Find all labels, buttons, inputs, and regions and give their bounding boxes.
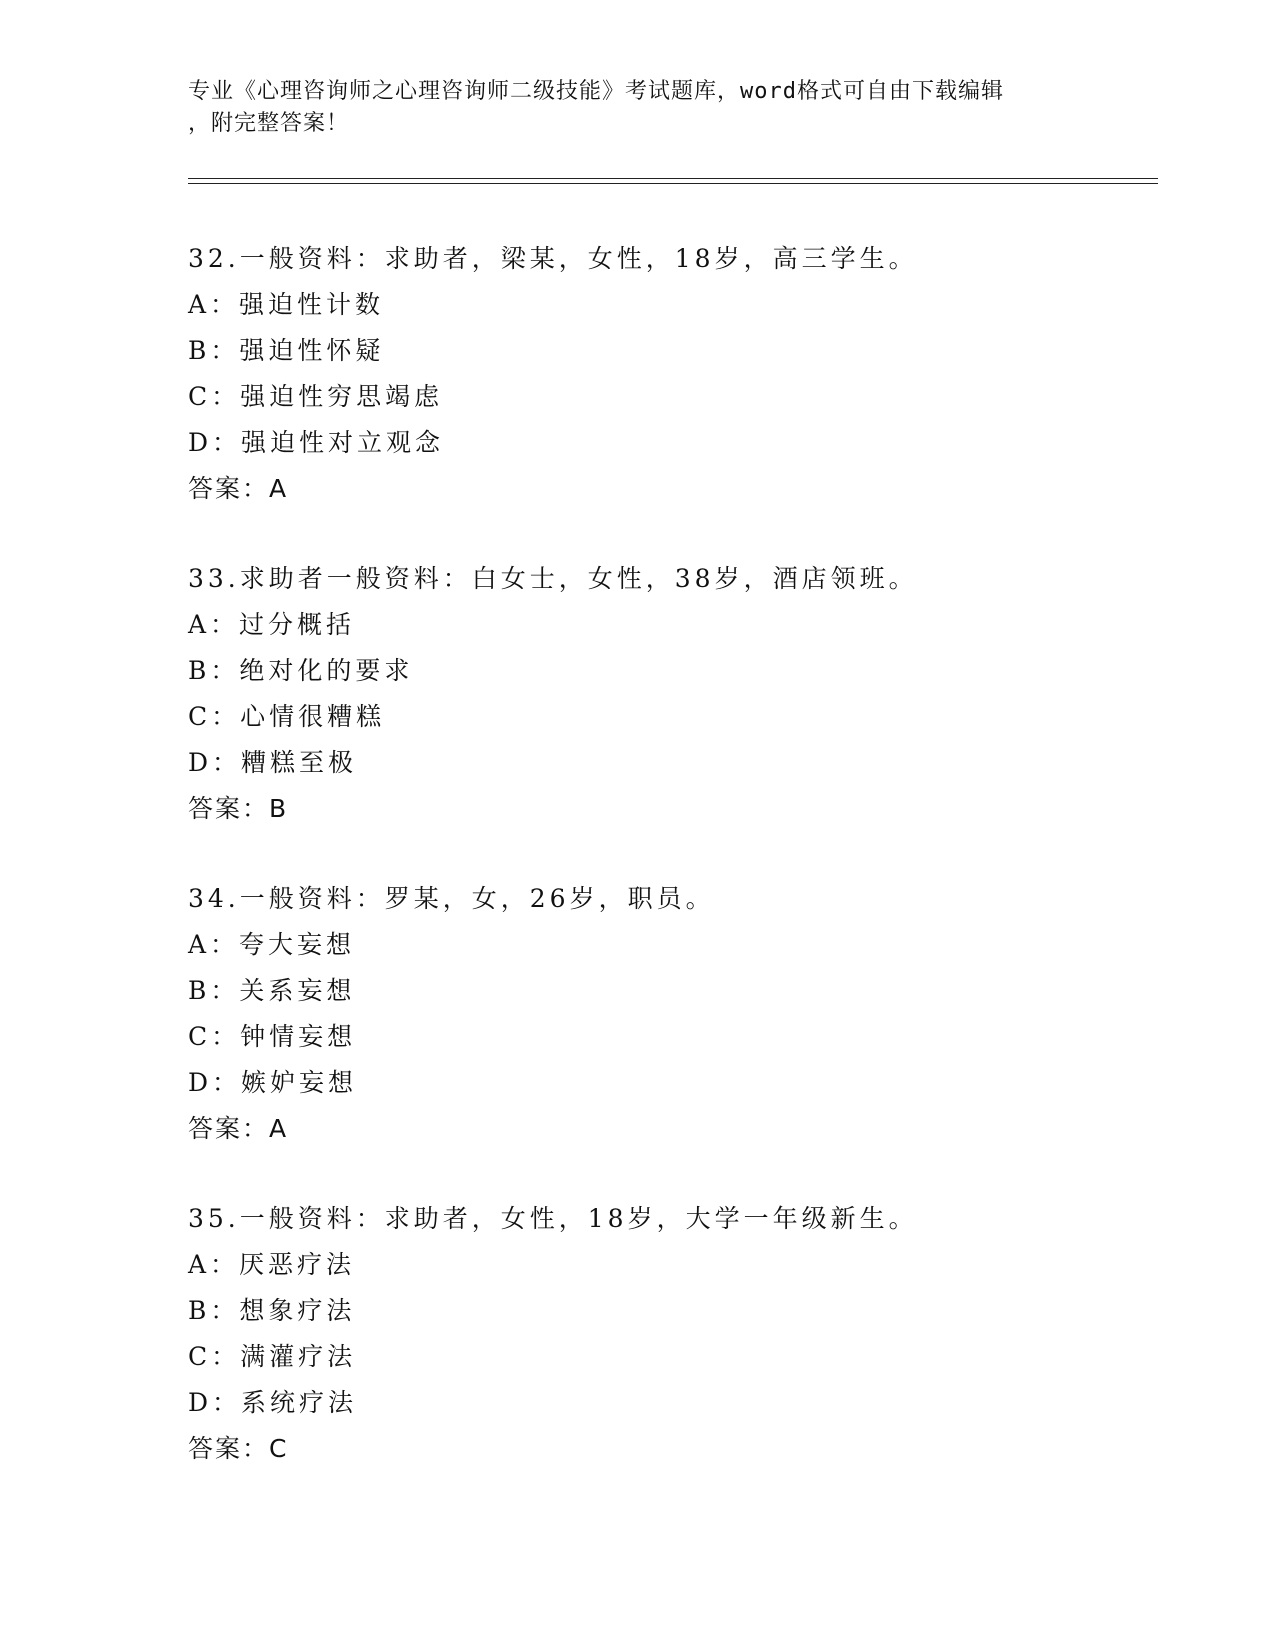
header-line-2: ，附完整答案！ <box>188 111 350 136</box>
option-c: C：强迫性穷思竭虑 <box>188 382 444 411</box>
option-d: D：强迫性对立观念 <box>188 428 445 457</box>
header-divider-top <box>188 178 1158 179</box>
option-a: A：过分概括 <box>188 610 356 639</box>
option-c: C：钟情妄想 <box>188 1022 357 1051</box>
option-c: C：满灌疗法 <box>188 1342 357 1371</box>
document-header <box>188 76 1088 140</box>
answer-line: 答案：A <box>188 474 289 503</box>
question-block-34 <box>188 876 1168 1152</box>
option-b: B：强迫性怀疑 <box>188 336 385 365</box>
option-b: B：想象疗法 <box>188 1296 356 1325</box>
option-d: D：嫉妒妄想 <box>188 1068 358 1097</box>
header-line-1: 专业《心理咨询师之心理咨询师二级技能》考试题库，word格式可自由下载编辑 <box>188 79 1004 104</box>
answer-line: 答案：B <box>188 794 289 823</box>
question-stem: 35.一般资料：求助者，女性，18岁，大学一年级新生。 <box>188 1204 918 1233</box>
question-stem: 34.一般资料：罗某，女，26岁，职员。 <box>188 884 715 913</box>
option-d: D：系统疗法 <box>188 1388 358 1417</box>
option-a: A：厌恶疗法 <box>188 1250 356 1279</box>
question-stem: 32.一般资料：求助者，梁某，女性，18岁，高三学生。 <box>188 244 918 273</box>
question-stem: 33.求助者一般资料：白女士，女性，38岁，酒店领班。 <box>188 564 918 593</box>
option-b: B：绝对化的要求 <box>188 656 414 685</box>
option-a: A：夸大妄想 <box>188 930 356 959</box>
option-a: A：强迫性计数 <box>188 290 385 319</box>
option-d: D：糟糕至极 <box>188 748 358 777</box>
answer-line: 答案：C <box>188 1434 289 1463</box>
header-divider-bottom <box>188 183 1158 184</box>
question-block-32 <box>188 236 1168 512</box>
option-c: C：心情很糟糕 <box>188 702 386 731</box>
option-b: B：关系妄想 <box>188 976 356 1005</box>
answer-line: 答案：A <box>188 1114 289 1143</box>
question-block-35 <box>188 1196 1168 1472</box>
question-block-33 <box>188 556 1168 832</box>
